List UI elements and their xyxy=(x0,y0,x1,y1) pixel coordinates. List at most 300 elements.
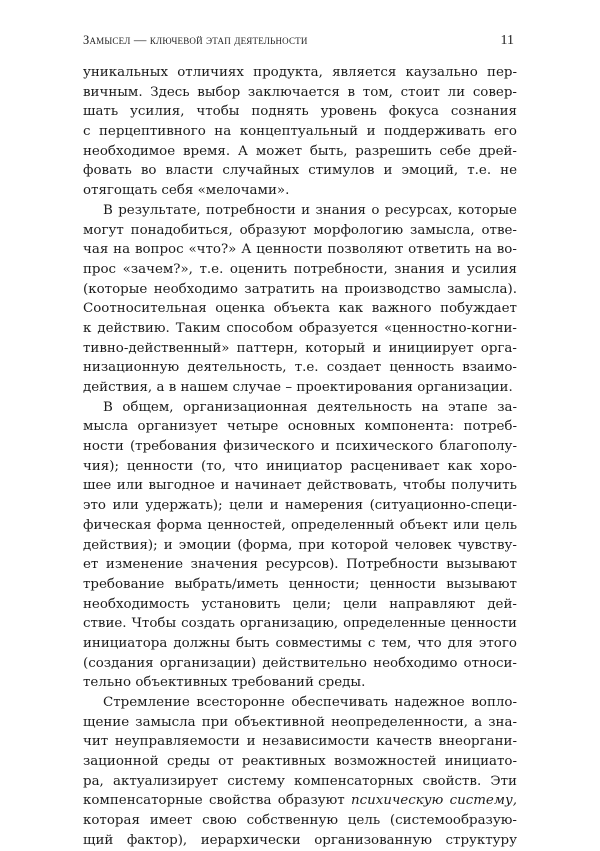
word: чтобы xyxy=(196,104,240,120)
text-line xyxy=(83,496,517,516)
word: компонента: xyxy=(364,419,455,435)
word: чит xyxy=(83,734,109,750)
text-line xyxy=(83,575,517,595)
word: которая xyxy=(83,813,140,829)
word: чувству- xyxy=(457,537,517,553)
word: тем, xyxy=(381,635,412,651)
word: ности xyxy=(83,439,124,455)
word: – xyxy=(285,380,297,395)
word: ресурсов). xyxy=(265,557,339,573)
text-line xyxy=(83,417,517,437)
word: (требования xyxy=(129,439,218,455)
word: ствие. xyxy=(83,616,127,632)
text-line xyxy=(83,673,517,693)
word: действия); xyxy=(83,537,158,553)
text-line xyxy=(83,102,517,122)
word: А xyxy=(237,143,249,159)
word: ценности xyxy=(126,458,194,474)
text-line xyxy=(83,83,517,103)
word: свойств. xyxy=(422,773,482,789)
word: зационной xyxy=(83,754,159,770)
word: случайных xyxy=(222,163,300,179)
word: В xyxy=(103,399,113,415)
text-line xyxy=(83,122,517,142)
text-line xyxy=(83,654,517,674)
word: дей- xyxy=(487,596,517,612)
word: или xyxy=(453,517,480,533)
word: «ценностно-когни- xyxy=(384,320,517,336)
word: том, xyxy=(362,84,393,100)
word: В xyxy=(103,202,113,218)
word: систему, xyxy=(449,793,517,809)
word: и xyxy=(451,261,461,277)
word: психическую xyxy=(351,793,444,809)
word: шее xyxy=(83,478,112,494)
word: (которые xyxy=(83,281,148,297)
word: определенный xyxy=(290,517,395,533)
word: чтобы xyxy=(402,478,446,494)
word: необходимо xyxy=(373,655,458,671)
word: на xyxy=(474,242,492,258)
word: цели xyxy=(229,498,264,514)
word: инициатора xyxy=(83,635,168,651)
text-line xyxy=(83,811,517,831)
word: понадобиться, xyxy=(130,222,233,238)
word: определенные xyxy=(343,616,446,632)
word: щий xyxy=(83,832,114,848)
word: т.е. xyxy=(294,360,319,376)
text-line xyxy=(83,791,517,811)
word: ресурсах, xyxy=(384,202,453,218)
word: во- xyxy=(496,242,517,258)
word: необходимо xyxy=(153,281,238,297)
word: ценности; xyxy=(288,576,360,592)
word: изменение xyxy=(105,557,184,573)
word: организованную xyxy=(314,832,433,848)
word: фактор), xyxy=(126,832,188,848)
word: цели; xyxy=(292,596,332,612)
word: и xyxy=(269,498,279,514)
word: образуют xyxy=(277,793,345,809)
word: быть xyxy=(236,635,270,651)
word: замысла). xyxy=(447,281,517,297)
text-line xyxy=(83,260,517,280)
word: общем, xyxy=(122,399,174,415)
word: который xyxy=(305,340,366,356)
word: продукта, xyxy=(253,65,323,80)
word: установить xyxy=(201,596,281,612)
word: физического xyxy=(223,439,315,455)
word: и xyxy=(220,478,230,494)
word: значения xyxy=(190,557,258,573)
word: организует xyxy=(137,419,218,435)
text-line xyxy=(83,752,517,772)
word: концептуальный xyxy=(239,124,359,140)
word: и xyxy=(372,340,382,356)
text-line xyxy=(83,319,517,339)
word: оценка xyxy=(215,301,266,317)
running-head: Замысел — ключевой этап деятельности xyxy=(83,33,308,47)
text-line xyxy=(83,142,517,162)
word: разрешить xyxy=(355,143,432,159)
word: свойства xyxy=(208,793,272,809)
text-line xyxy=(83,63,517,83)
word: низационную xyxy=(83,360,180,376)
word: поддерживать xyxy=(384,124,486,140)
word: стоит xyxy=(400,84,440,100)
word: компенсаторные xyxy=(83,793,203,809)
word: всесторонне xyxy=(196,695,285,710)
word: инициирует xyxy=(388,340,474,356)
word: или xyxy=(116,478,144,494)
word: т.е. xyxy=(199,261,224,277)
word: должны xyxy=(173,635,231,651)
word: совер- xyxy=(472,84,517,100)
text-line xyxy=(83,240,517,260)
word: создает xyxy=(326,360,382,376)
word: этого xyxy=(478,635,517,651)
word: компенсаторных xyxy=(294,773,414,789)
word: морфологию xyxy=(313,222,404,238)
word: Здесь xyxy=(150,84,190,100)
word: при xyxy=(298,537,325,553)
word: за- xyxy=(497,399,517,415)
word: требование xyxy=(83,576,165,592)
word: направляют xyxy=(389,596,476,612)
text-line xyxy=(83,299,517,319)
word: потреб- xyxy=(463,419,517,435)
word: шать xyxy=(83,104,119,120)
word: основных xyxy=(287,419,356,435)
word: каузально xyxy=(405,65,478,80)
word: оценить xyxy=(229,261,288,277)
word: цели xyxy=(343,596,378,612)
page-number: 11 xyxy=(500,33,514,48)
word: цель xyxy=(347,813,381,829)
word: свою xyxy=(202,813,237,829)
text-line xyxy=(83,555,517,575)
text-line xyxy=(83,634,517,654)
word: вичным. xyxy=(83,84,143,100)
word: вызывают xyxy=(446,557,517,573)
word: знания xyxy=(315,202,366,218)
word: объективной xyxy=(234,714,325,730)
word: получить xyxy=(451,478,517,494)
word: или xyxy=(112,498,139,514)
word: инициатор xyxy=(266,458,343,474)
word: Чтобы xyxy=(131,616,177,632)
word: усилия, xyxy=(130,104,185,120)
word: образуют xyxy=(239,222,307,238)
word: поднять xyxy=(251,104,309,120)
word: (создания xyxy=(83,655,154,671)
word: на xyxy=(421,399,439,415)
word: к xyxy=(83,320,92,336)
word: в xyxy=(168,380,181,395)
word: а xyxy=(474,714,483,730)
word: удержать); xyxy=(145,498,223,514)
word: отягощать xyxy=(83,183,162,199)
word: реактивных xyxy=(241,754,326,770)
word: организацию, xyxy=(239,616,339,632)
word: относи- xyxy=(463,655,517,671)
word: Эти xyxy=(490,773,517,789)
word: как xyxy=(338,301,364,317)
word: среды. xyxy=(318,675,366,691)
word: требований xyxy=(231,675,319,691)
page-header xyxy=(83,33,514,55)
word: с xyxy=(367,635,376,651)
word: на xyxy=(113,242,131,258)
word: надежное xyxy=(394,695,465,710)
text-line xyxy=(83,614,517,634)
word: как xyxy=(447,458,473,474)
word: что xyxy=(233,458,259,474)
word: и xyxy=(163,537,173,553)
word: четыре xyxy=(227,419,279,435)
word: могут xyxy=(83,222,124,238)
word: ценностей, xyxy=(207,517,286,533)
word: обеспечивать xyxy=(291,695,388,710)
word: проектирования xyxy=(296,380,418,395)
word: образуется xyxy=(298,320,379,336)
word: которые xyxy=(457,202,517,218)
word: отличиях xyxy=(177,65,244,80)
word: деятельность xyxy=(317,399,413,415)
word: усилия xyxy=(466,261,517,277)
text-line xyxy=(83,831,517,851)
text-line xyxy=(83,161,517,181)
text-line xyxy=(83,516,517,536)
word: замысла, xyxy=(410,222,475,238)
word: ценности xyxy=(369,576,437,592)
word: объект xyxy=(399,517,448,533)
text-line xyxy=(83,280,517,300)
text-line xyxy=(83,732,517,752)
word: человек xyxy=(394,537,452,553)
word: ли xyxy=(447,84,466,100)
word: нашем xyxy=(180,380,233,395)
word: в xyxy=(347,84,356,100)
word: и xyxy=(301,202,311,218)
word: ра, xyxy=(83,773,104,789)
word: ответить xyxy=(408,242,471,258)
word: может xyxy=(255,143,303,159)
word: т.е. xyxy=(467,163,492,179)
word: выгодное xyxy=(148,478,215,494)
text-line xyxy=(83,201,517,221)
word: перцептивного xyxy=(98,124,206,140)
word: «что?» xyxy=(188,242,237,258)
word: организации. xyxy=(417,380,513,395)
word: которой xyxy=(330,537,389,553)
text-line xyxy=(83,398,517,418)
word: знания xyxy=(394,261,445,277)
text-line xyxy=(83,693,517,713)
word: (то, xyxy=(201,458,226,474)
word: замысла xyxy=(135,714,196,730)
word: Таким xyxy=(175,320,221,336)
word: систему xyxy=(227,773,285,789)
word: начинает xyxy=(234,478,302,494)
word: потребности xyxy=(206,202,296,218)
word: благополу- xyxy=(439,439,517,455)
word: совместимы xyxy=(275,635,362,651)
word: намерения xyxy=(285,498,364,514)
word: чия); xyxy=(83,458,119,474)
word: что xyxy=(417,635,442,651)
word: организации) xyxy=(159,655,257,671)
word: Стремление xyxy=(103,695,190,710)
word: способом xyxy=(226,320,293,336)
word: деятельность, xyxy=(187,360,287,376)
word: с xyxy=(83,124,91,140)
word: Потребности xyxy=(346,557,439,573)
text-line xyxy=(83,358,517,378)
word: собственную xyxy=(246,813,339,829)
word: на xyxy=(321,281,339,297)
word: инициато- xyxy=(444,754,517,770)
word: власти xyxy=(165,163,214,179)
word: «мелочами». xyxy=(197,183,290,199)
word: возможностей xyxy=(333,754,437,770)
word: действия, xyxy=(83,380,157,395)
word: ценности xyxy=(256,242,323,258)
word: необходимое xyxy=(83,143,176,159)
word: расценивает xyxy=(350,458,440,474)
word: ценность xyxy=(389,360,455,376)
word: А xyxy=(241,242,252,258)
word: о xyxy=(371,202,380,218)
text-line xyxy=(83,378,517,398)
word: паттерн, xyxy=(236,340,299,356)
word: время. xyxy=(182,143,231,159)
word: отве- xyxy=(481,222,517,238)
word: вызывают xyxy=(446,576,517,592)
word: (системообразую- xyxy=(389,813,517,829)
text-line xyxy=(83,476,517,496)
word: (форма, xyxy=(237,537,293,553)
word: «зачем?», xyxy=(122,261,193,277)
word: тивно-действенный» xyxy=(83,340,230,356)
word: а xyxy=(156,380,169,395)
text-line xyxy=(83,536,517,556)
word: заключается xyxy=(247,84,340,100)
word: вопрос xyxy=(134,242,184,258)
word: это xyxy=(83,498,106,514)
word: является xyxy=(332,65,397,80)
word: фическая xyxy=(83,517,152,533)
word: орга- xyxy=(480,340,517,356)
word: фовать xyxy=(83,163,132,179)
word: себя xyxy=(161,183,198,199)
word: организационная xyxy=(182,399,308,415)
word: выбрать/иметь xyxy=(174,576,279,592)
word: неопределенности, xyxy=(331,714,469,730)
word: создать xyxy=(181,616,235,632)
word: ценности xyxy=(450,616,517,632)
text-line xyxy=(83,713,517,733)
word: во xyxy=(140,163,157,179)
word: объективных xyxy=(135,675,232,691)
text-line xyxy=(83,221,517,241)
word: для xyxy=(447,635,473,651)
body-text xyxy=(83,63,517,851)
word: форма xyxy=(156,517,203,533)
word: на xyxy=(214,124,232,140)
word: и xyxy=(366,124,376,140)
word: независимости xyxy=(262,734,370,750)
word: действительно xyxy=(262,655,367,671)
word: психического xyxy=(335,439,434,455)
word: пер- xyxy=(487,65,517,80)
word: побуждает xyxy=(440,301,517,317)
word: не xyxy=(500,163,517,179)
text-line xyxy=(83,772,517,792)
word: сознания xyxy=(450,104,517,120)
word: эмоций, xyxy=(401,163,459,179)
word: выбор xyxy=(197,84,241,100)
word: структуру xyxy=(445,832,517,848)
word: (ситуационно-специ- xyxy=(369,498,517,514)
word: важного xyxy=(371,301,432,317)
word: и xyxy=(320,439,330,455)
word: тельно xyxy=(83,675,136,691)
word: быть, xyxy=(309,143,348,159)
word: взаимо- xyxy=(462,360,517,376)
text-line xyxy=(83,437,517,457)
word: случае xyxy=(232,380,286,395)
word: ет xyxy=(83,557,99,573)
word: стимулов xyxy=(308,163,375,179)
word: объекта xyxy=(273,301,330,317)
word: прос xyxy=(83,261,117,277)
word: актуализирует xyxy=(113,773,219,789)
word: иерархически xyxy=(200,832,301,848)
word: потребности, xyxy=(293,261,388,277)
word: производство xyxy=(344,281,441,297)
word: вопло- xyxy=(471,695,517,710)
word: внеоргани- xyxy=(438,734,517,750)
word: и xyxy=(383,163,393,179)
word: результате, xyxy=(118,202,201,218)
word: мысла xyxy=(83,419,129,435)
text-line xyxy=(83,339,517,359)
word: позволяют xyxy=(327,242,404,258)
word: затратить xyxy=(244,281,315,297)
word: его xyxy=(493,124,517,140)
word: фокуса xyxy=(388,104,439,120)
word: хоро- xyxy=(480,458,517,474)
word: действовать, xyxy=(307,478,398,494)
word: чая xyxy=(83,242,109,258)
word: качеств xyxy=(376,734,432,750)
word: дрей- xyxy=(478,143,517,159)
word: цель xyxy=(484,517,517,533)
text-line xyxy=(83,181,517,201)
word: имеет xyxy=(149,813,193,829)
word: этапе xyxy=(447,399,488,415)
word: уровень xyxy=(320,104,377,120)
text-line xyxy=(83,457,517,477)
word: Соотносительная xyxy=(83,301,207,317)
word: среды xyxy=(166,754,210,770)
word: при xyxy=(201,714,229,730)
word: щение xyxy=(83,714,130,730)
word: необходимость xyxy=(83,596,190,612)
word: и xyxy=(246,734,256,750)
word: зна- xyxy=(488,714,517,730)
